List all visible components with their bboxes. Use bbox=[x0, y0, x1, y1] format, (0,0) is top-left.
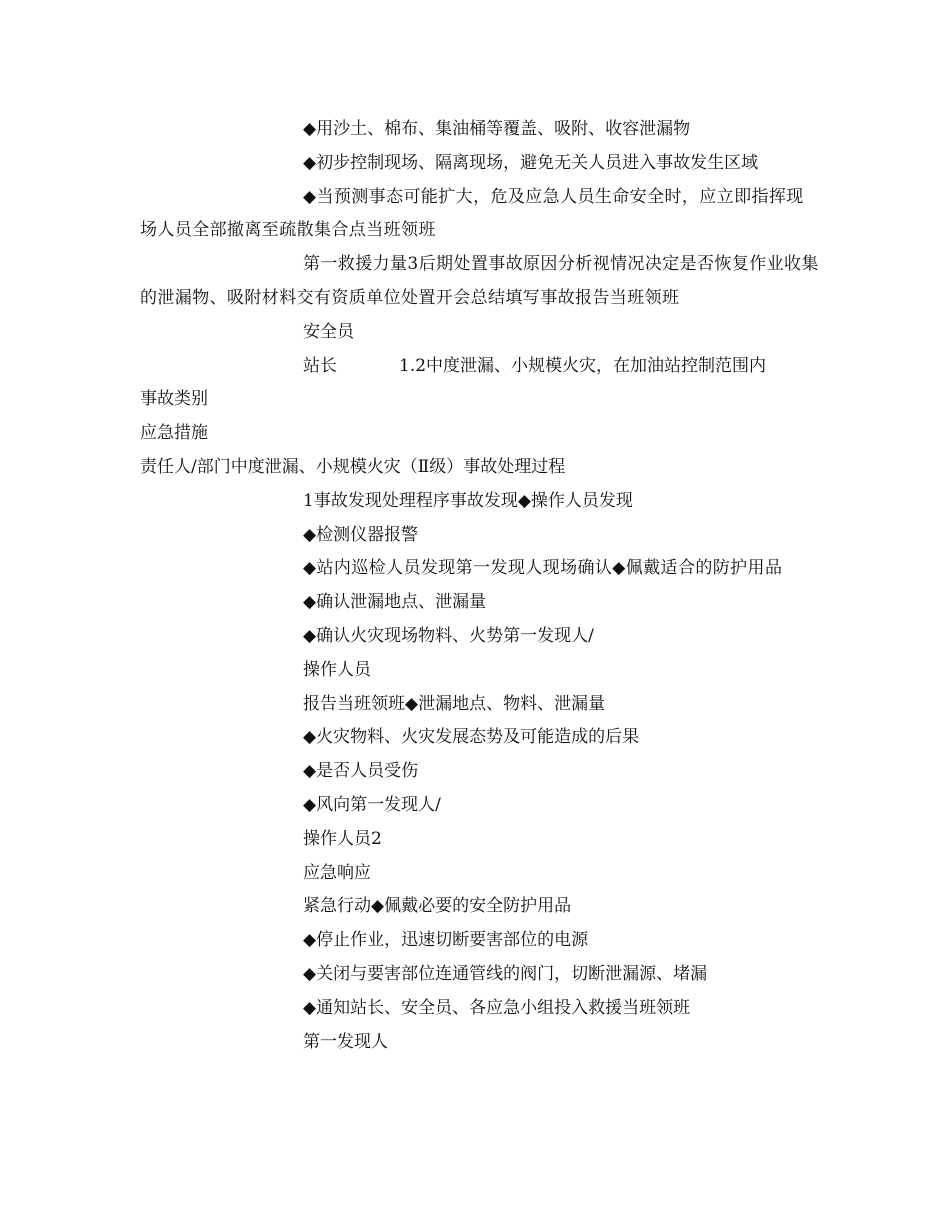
text-line: 第一发现人 bbox=[303, 1031, 388, 1052]
text-line: 1事故发现处理程序事故发现◆操作人员发现 bbox=[303, 490, 633, 511]
text-paragraph: ◆站内巡检人员发现第一发现人现场确认◆佩戴适合的防护用品 bbox=[303, 558, 783, 579]
text-line: 安全员 bbox=[303, 321, 354, 342]
text-line: 责任人/部门中度泄漏、小规模火灾（Ⅱ级）事故处理过程 bbox=[140, 456, 566, 477]
text-line: ◆确认火灾现场物料、火势第一发现人/ bbox=[303, 625, 594, 646]
text-fragment: 站长 bbox=[303, 355, 337, 376]
text-line: 事故类别 bbox=[140, 389, 208, 410]
text-line: 操作人员 bbox=[303, 659, 371, 680]
text-line: 应急响应 bbox=[303, 862, 371, 883]
text-line: ◆风向第一发现人/ bbox=[303, 794, 441, 815]
text-paragraph: ◆当预测事态可能扩大，危及应急人员生命安全时，应立即指挥现场人员全部撤离至疏散集合点当班领班 bbox=[140, 186, 804, 241]
text-line: ◆确认泄漏地点、泄漏量 bbox=[303, 592, 487, 613]
text-fragment: 1.2中度泄漏、小规模火灾，在加油站控制范围内 bbox=[399, 355, 767, 376]
text-line: ◆检测仪器报警 bbox=[303, 524, 419, 545]
text-line: ◆是否人员受伤 bbox=[303, 761, 419, 782]
text-line: ◆用沙土、棉布、集油桶等覆盖、吸附、收容泄漏物 bbox=[303, 119, 691, 139]
text-line: 报告当班领班◆泄漏地点、物料、泄漏量 bbox=[303, 693, 606, 714]
text-line: 操作人员2 bbox=[303, 828, 382, 849]
text-line: ◆初步控制现场、隔离现场，避免无关人员进入事故发生区域 bbox=[303, 152, 759, 173]
text-line: ◆停止作业，迅速切断要害部位的电源 bbox=[303, 930, 589, 951]
text-line: ◆关闭与要害部位连通管线的阀门，切断泄漏源、堵漏 bbox=[303, 963, 708, 984]
text-line: ◆火灾物料、火灾发展态势及可能造成的后果 bbox=[303, 727, 640, 748]
text-line: ◆通知站长、安全员、各应急小组投入救援当班领班 bbox=[303, 997, 691, 1018]
text-paragraph: 第一救援力量3后期处置事故原因分析视情况决定是否恢复作业收集的泄漏物、吸附材料交有资质单位处置开会总结填写事故报告当班领班 bbox=[140, 254, 819, 308]
text-line: 应急措施 bbox=[140, 423, 208, 444]
text-line: 紧急行动◆佩戴必要的安全防护用品 bbox=[303, 896, 572, 917]
text-line bbox=[140, 350, 820, 384]
document-body bbox=[140, 113, 820, 1059]
